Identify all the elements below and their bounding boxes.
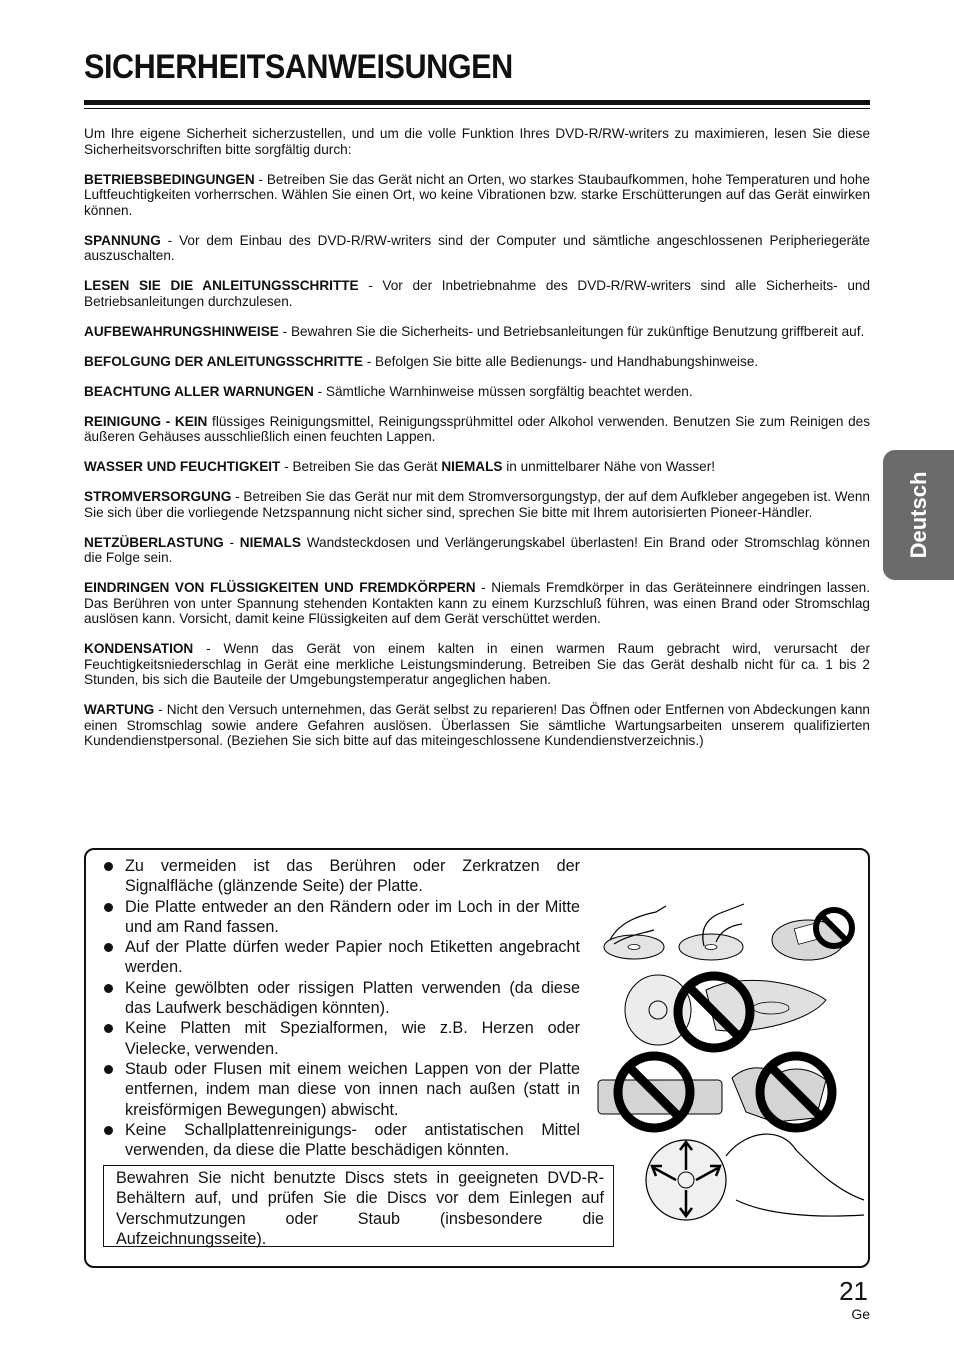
section-heading: WASSER UND FEUCHTIGKEIT <box>84 459 281 474</box>
section-heading: BETRIEBSBEDINGUNGEN <box>84 171 255 187</box>
disc-handling-illustration <box>596 900 866 1222</box>
section-heading: NETZÜBERLASTUNG <box>84 534 224 550</box>
list-item: Die Platte entweder an den Rändern oder im Loch in der Mitte und am Rand fassen. <box>100 897 580 938</box>
disc-label-prohibited-icon <box>772 910 852 960</box>
intro-paragraph: Um Ihre eigene Sicherheit sicherzustellen, und um die volle Funktion Ihres DVD-R/RW-writers zu maximieren, lesen Sie diese Sicherheitsvorschriften bitte sorgfältig durch: <box>84 126 870 157</box>
section-text: - Niemals Fremdkörper in das Geräteinnere eindringen lassen. Das Berühren von unter Spannung stehenden Kontakten kann zu einem Kurzschluß führen, was einen Brand oder Stromschlag auslösen kann. Vorsicht, damit keine Flüssigkeiten auf dem Gerät verschüttet werden. <box>84 580 870 626</box>
list-item: Auf der Platte dürfen weder Papier noch Etiketten angebracht werden. <box>100 937 580 978</box>
section-follow-instructions <box>84 354 870 370</box>
section-text: - Befolgen Sie bitte alle Bedienungs- und Handhabungshinweise. <box>362 353 759 369</box>
section-operating-conditions <box>84 172 870 219</box>
disc-care-list <box>100 856 580 1160</box>
section-emphasis: NIEMALS <box>441 459 503 474</box>
list-item: Keine gewölbten oder rissigen Platten verwenden (da diese das Laufwerk beschädigen könnten). <box>100 978 580 1019</box>
section-retain-instructions <box>84 324 870 340</box>
warped-disc-prohibited-icon <box>625 975 826 1048</box>
section-heading: WARTUNG <box>84 702 155 717</box>
section-text: - Betreiben Sie das Gerät nicht an Orten, wo starkes Staubaufkommen, hohe Temperaturen und hohe Luftfeuchtigkeiten vorherrschen. Wählen Sie einen Ort, wo keine Vibrationen bzw. starke Erschütterungen auf das Gerät einwirken können. <box>84 171 870 218</box>
section-voltage <box>84 233 870 264</box>
language-tab <box>883 450 954 580</box>
page-title: SICHERHEITSANWEISUNGEN <box>84 48 513 86</box>
section-heading: LESEN SIE DIE ANLEITUNGSSCHRITTE <box>84 278 359 293</box>
shaped-disc-prohibited-icon <box>598 1056 832 1128</box>
section-text: - Vor der Inbetriebnahme des DVD-R/RW-writers sind alle Sicherheits- und Betriebsanleitungen durchzulesen. <box>84 278 871 309</box>
title-rule <box>84 100 870 105</box>
list-item: Staub oder Flusen mit einem weichen Lappen von der Platte entfernen, indem man diese von innen nach außen (statt in kreisförmigen Bewegungen) abwischt. <box>100 1059 580 1120</box>
disc-hold-edge-icon <box>604 906 666 959</box>
section-heading: BEFOLGUNG DER ANLEITUNGSSCHRITTE <box>84 353 363 369</box>
section-text: - Wenn das Gerät von einem kalten in einen warmen Raum gebracht wird, verursacht der Feuchtigkeitsniederschlag in Gerät eine merkliche Leistungsminderung. Betreiben Sie das Gerät deshalb nicht für ca. 1 bis 2 Stunden, bis sich die Bauteile der Umgebungstemperatur angeglichen haben. <box>84 641 870 687</box>
section-text: - Vor dem Einbau des DVD-R/RW-writers sind der Computer und sämtliche angeschlossenen Peripheriegeräte auszuschalten. <box>84 232 870 263</box>
section-heed-warnings <box>84 384 870 400</box>
section-heading: EINDRINGEN VON FLÜSSIGKEITEN UND FREMDKÖRPERN <box>84 580 476 595</box>
section-power-source <box>84 489 870 520</box>
section-text: - <box>223 534 240 550</box>
list-item: Zu vermeiden ist das Berühren oder Zerkratzen der Signalfläche (glänzende Seite) der Platte. <box>100 856 580 897</box>
section-heading: BEACHTUNG ALLER WARNUNGEN <box>84 383 314 399</box>
section-text: - Sämtliche Warnhinweise müssen sorgfältig beachtet werden. <box>313 383 693 399</box>
section-servicing <box>84 702 870 749</box>
section-emphasis: NIEMALS <box>239 534 301 550</box>
section-heading: STROMVERSORGUNG <box>84 489 232 504</box>
section-text-continued: in unmittelbarer Nähe von Wasser! <box>502 459 716 474</box>
section-text: - Nicht den Versuch unternehmen, das Gerät selbst zu reparieren! Das Öffnen oder Entfernen von Abdeckungen kann einen Stromschlag sowie andere Gefahren auslösen. Überlassen Sie sämtliche Wartungsarbeiten unserem qualifizierten Kundendienstpersonal. (Beziehen Sie sich bitte auf das miteingeschlossene Kundendienstverzeichnis.) <box>84 702 870 748</box>
storage-note: Bewahren Sie nicht benutzte Discs stets in geeigneten DVD-R-Behältern auf, und prüfen Sie die Discs vor dem Einlegen auf Verschmutzungen oder Staub (insbesondere die Aufzeichnungsseite). <box>103 1165 614 1247</box>
list-item: Keine Platten mit Spezialformen, wie z.B. Herzen oder Vielecke, verwenden. <box>100 1018 580 1059</box>
section-text: - Betreiben Sie das Gerät nur mit dem Stromversorgungstyp, der auf dem Aufkleber angegeben ist. Wenn Sie sich über die vorliegende Netzspannung nicht sicher sind, sprechen Sie bitte mit Ihrem autorisierten Pioneer-Händler. <box>84 489 870 520</box>
section-condensation <box>84 641 870 688</box>
section-object-liquid-entry <box>84 580 870 627</box>
section-text: - Betreiben Sie das Gerät <box>280 459 442 474</box>
section-heading: AUFBEWAHRUNGSHINWEISE <box>84 323 279 339</box>
disc-hold-center-icon <box>679 904 744 960</box>
list-item: Keine Schallplattenreinigungs- oder antistatischen Mittel verwenden, da diese die Platte beschädigen könnten. <box>100 1120 580 1161</box>
section-read-instructions <box>84 278 870 309</box>
section-text: flüssiges Reinigungsmittel, Reinigungssprühmittel oder Alkohol verwenden. Benutzen Sie zum Reinigen des äußeren Gehäuses ausschließlich einen feuchten Lappen. <box>84 413 870 444</box>
section-water-moisture <box>84 459 870 475</box>
page-number: 21 <box>839 1276 868 1306</box>
safety-instructions <box>84 126 870 763</box>
section-heading: SPANNUNG <box>84 232 161 248</box>
section-text-continued: Wandsteckdosen und Verlängerungskabel überlasten! Ein Brand oder Stromschlag können die Folge sein. <box>84 534 870 565</box>
language-tab-label: Deutsch <box>905 471 931 559</box>
section-heading: REINIGUNG - KEIN <box>84 413 208 429</box>
section-overloading <box>84 535 870 566</box>
section-heading: KONDENSATION <box>84 641 194 656</box>
section-cleaning <box>84 414 870 445</box>
page-language-code: Ge <box>851 1306 870 1322</box>
disc-wipe-icon <box>646 1134 864 1220</box>
section-text: - Bewahren Sie die Sicherheits- und Betriebsanleitungen für zukünftige Benutzung griffbereit auf. <box>278 323 865 339</box>
